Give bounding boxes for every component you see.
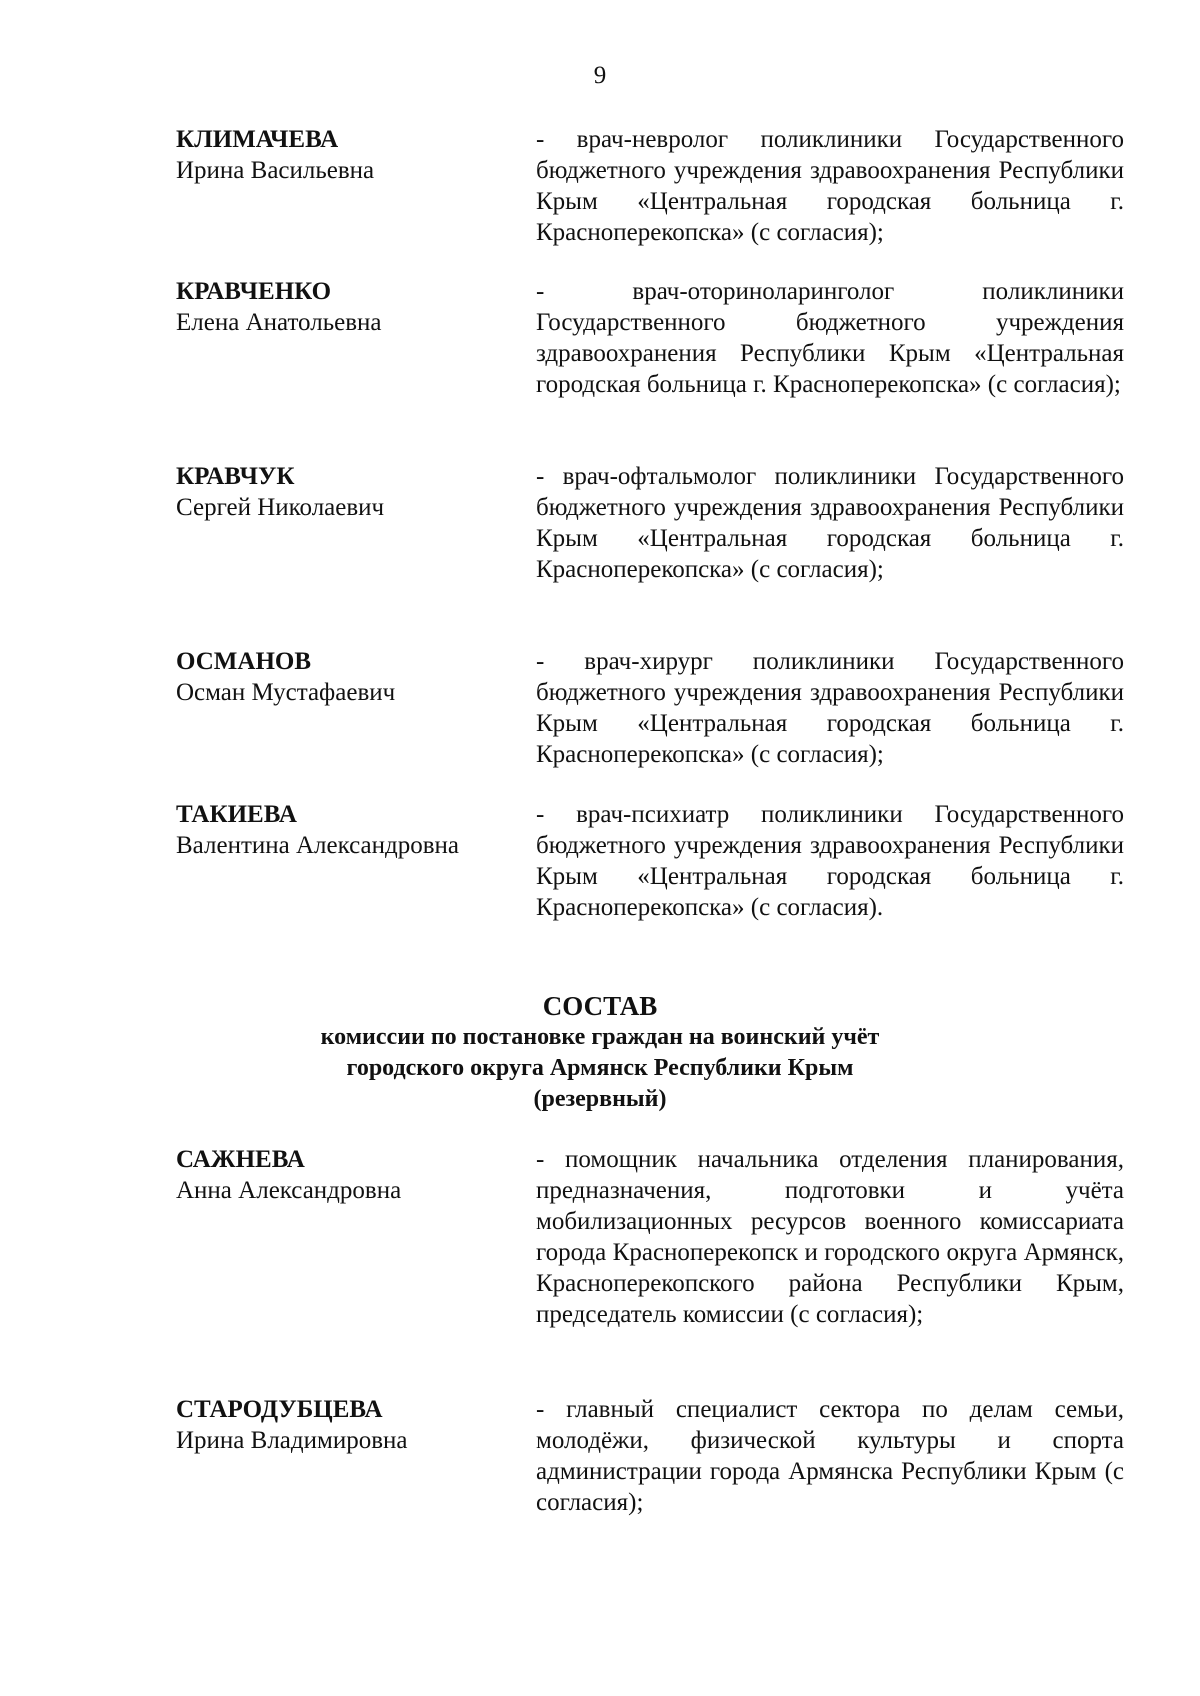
position-description: - врач-психиатр поликлиники Государственного бюджетного учреждения здравоохранения Республики Крым «Центральная городская больница г. Красноперекопска» (с согласия). <box>536 801 1124 921</box>
section-subtitle-line: комиссии по постановке граждан на воинский учёт <box>320 1024 880 1050</box>
surname: ТАКИЕВА <box>176 801 297 828</box>
position-description: - врач-невролог поликлиники Государственного бюджетного учреждения здравоохранения Республики Крым «Центральная городская больница г. Красноперекопска» (с согласия); <box>536 126 1124 246</box>
person-name <box>176 799 516 861</box>
surname: КЛИМАЧЕВА <box>176 126 339 153</box>
surname: КРАВЧЕНКО <box>176 278 332 305</box>
surname: САЖНЕВА <box>176 1146 305 1173</box>
given-name: Осман Мустафаевич <box>176 679 396 706</box>
surname: ОСМАНОВ <box>176 648 312 675</box>
position-description: - врач-офтальмолог поликлиники Государственного бюджетного учреждения здравоохранения Республики Крым «Центральная городская больница г. Красноперекопска» (с согласия); <box>536 463 1124 583</box>
surname: КРАВЧУК <box>176 463 295 490</box>
section-subtitle-line: (резервный) <box>533 1086 667 1112</box>
person-name <box>176 276 516 338</box>
given-name: Ирина Васильевна <box>176 157 375 184</box>
given-name: Сергей Николаевич <box>176 494 385 521</box>
section-title: СОСТАВ <box>542 991 658 1021</box>
person-name <box>176 124 516 186</box>
surname: СТАРОДУБЦЕВА <box>176 1396 383 1423</box>
position-description: - главный специалист сектора по делам семьи, молодёжи, физической культуры и спорта администрации города Армянска Республики Крым (с согласия); <box>536 1396 1124 1516</box>
person-name <box>176 1394 516 1456</box>
page-number: 9 <box>593 62 607 89</box>
given-name: Анна Александровна <box>176 1177 402 1204</box>
section-heading <box>0 990 1200 1115</box>
given-name: Валентина Александровна <box>176 832 459 859</box>
person-name <box>176 646 516 708</box>
given-name: Елена Анатольевна <box>176 309 382 336</box>
position-description: - помощник начальника отделения планирования, предназначения, подготовки и учёта мобилизационных ресурсов военного комиссариата города Красноперекопск и городского округа Армянск, Красноперекопского района Республики Крым, председатель комиссии (с согласия); <box>536 1146 1124 1328</box>
position-description: - врач-оториноларинголог поликлиники Государственного бюджетного учреждения здравоохранения Республики Крым «Центральная городская больница г. Красноперекопска» (с согласия); <box>536 278 1124 398</box>
position-description: - врач-хирург поликлиники Государственного бюджетного учреждения здравоохранения Республики Крым «Центральная городская больница г. Красноперекопска» (с согласия); <box>536 648 1124 768</box>
given-name: Ирина Владимировна <box>176 1427 408 1454</box>
person-name <box>176 1144 516 1206</box>
person-name <box>176 461 516 523</box>
section-subtitle-line: городского округа Армянск Республики Крым <box>346 1055 854 1081</box>
